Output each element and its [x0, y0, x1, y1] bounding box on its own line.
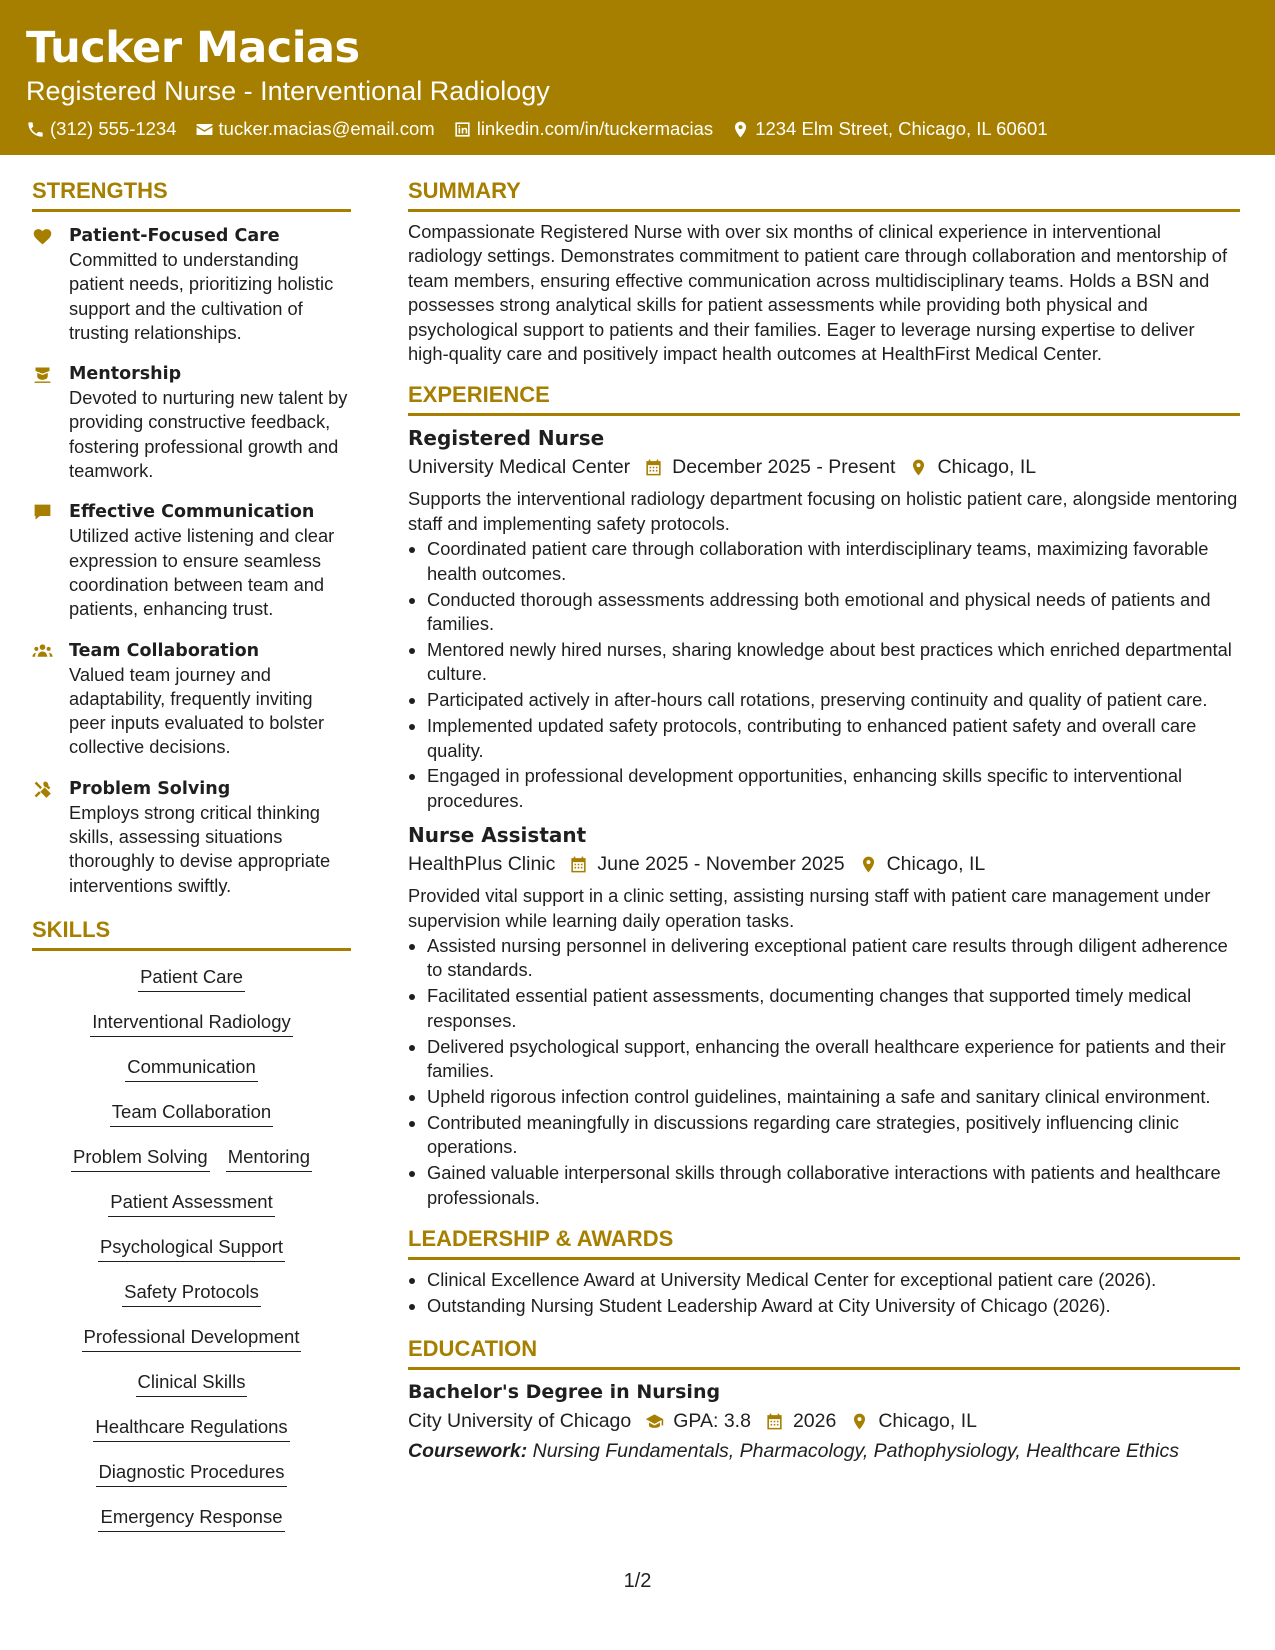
users-icon — [32, 641, 53, 662]
job-bullets — [408, 934, 1240, 1210]
skill-tag: Emergency Response — [98, 1505, 284, 1532]
location-pin-icon — [859, 855, 878, 874]
phone-text: (312) 555-1234 — [50, 118, 177, 139]
bullet-item: • Contributed meaningfully in discussions regarding care strategies, positively influencing clinic operations. — [427, 1111, 1240, 1160]
strengths-list — [32, 224, 351, 898]
bullet-item: • Conducted thorough assessments addressing both emotional and physical needs of patients and families. — [427, 588, 1240, 637]
job-dates: December 2025 - Present — [672, 456, 896, 479]
left-column — [32, 176, 351, 1550]
job-title: Registered Nurse — [408, 426, 605, 451]
job-meta — [408, 452, 1240, 482]
education-meta — [408, 1406, 1240, 1436]
skill-tag: Safety Protocols — [122, 1280, 261, 1307]
phone-icon — [26, 120, 45, 139]
strength-desc: Committed to understanding patient needs, prioritizing holistic support and the cultivation of trusting relationships. — [69, 249, 334, 343]
award-item: • Outstanding Nursing Student Leadership Award at City University of Chicago (2026). — [427, 1294, 1240, 1318]
job-entry — [408, 821, 1240, 1210]
job-company: HealthPlus Clinic — [408, 853, 556, 876]
degree-title: Bachelor's Degree in Nursing — [408, 1381, 721, 1404]
school-location: Chicago, IL — [878, 1410, 977, 1433]
leadership-heading: LEADERSHIP & AWARDS — [408, 1224, 1240, 1260]
bullet-item: • Participated actively in after-hours call rotations, preserving continuity and quality of patient care. — [427, 688, 1240, 712]
envelope-icon — [195, 120, 214, 139]
location-pin-icon — [731, 120, 750, 139]
skill-tag: Diagnostic Procedures — [96, 1460, 286, 1487]
strength-title: Patient-Focused Care — [69, 226, 280, 246]
job-location: Chicago, IL — [937, 456, 1037, 479]
skill-tag: Patient Care — [138, 965, 245, 992]
bullet-item: • Facilitated essential patient assessments, documenting changes that supported timely medical responses. — [427, 984, 1240, 1033]
contact-linkedin[interactable] — [453, 118, 713, 140]
job-meta — [408, 849, 1240, 879]
calendar-icon — [765, 1412, 784, 1431]
skill-tag: Interventional Radiology — [90, 1010, 293, 1037]
leadership-list — [408, 1268, 1240, 1318]
address-text: 1234 Elm Street, Chicago, IL 60601 — [755, 118, 1048, 139]
comment-icon — [32, 502, 53, 523]
skill-tag: Problem Solving — [71, 1145, 210, 1172]
resume-header — [0, 0, 1275, 155]
calendar-icon — [644, 458, 663, 477]
coursework-line — [408, 1436, 1240, 1466]
skill-tag: Professional Development — [82, 1325, 302, 1352]
job-title: Nurse Assistant — [408, 823, 587, 848]
strength-item — [32, 224, 351, 345]
strength-item — [32, 777, 351, 898]
page-number: 1/2 — [623, 1570, 652, 1592]
tools-icon — [32, 779, 53, 800]
location-pin-icon — [850, 1412, 869, 1431]
skill-tag: Patient Assessment — [108, 1190, 274, 1217]
calendar-icon — [569, 855, 588, 874]
graduation-year: 2026 — [792, 1410, 837, 1433]
contact-address — [731, 118, 1047, 140]
strength-title: Effective Communication — [69, 502, 315, 523]
award-item: • Clinical Excellence Award at University Medical Center for exceptional patient care (2026). — [427, 1268, 1240, 1292]
summary-text: Compassionate Registered Nurse with over six months of clinical experience in interventional radiology settings. Demonstrates commitment to patient care through collaboration and mentorship of team members, ensuring effective communication across multidisciplinary teams. Holds a BSN and possesses strong analytical skills for patient assessments while providing both physical and psychological support to patients and their families. Eager to leverage nursing expertise to deliver high-quality care and positively impact health outcomes at HealthFirst Medical Center. — [408, 221, 1228, 365]
linkedin-icon — [453, 120, 472, 139]
bullet-item: • Gained valuable interpersonal skills through collaborative interactions with patients and healthcare professionals. — [427, 1161, 1240, 1210]
strengths-heading: STRENGTHS — [32, 176, 351, 212]
job-entry — [408, 424, 1240, 813]
experience-heading: EXPERIENCE — [408, 380, 1240, 416]
strength-desc: Utilized active listening and clear expression to ensure seamless coordination between team and patients, enhancing trust. — [69, 525, 335, 620]
skill-tag: Communication — [125, 1055, 258, 1082]
education-heading: EDUCATION — [408, 1334, 1240, 1370]
strength-title: Team Collaboration — [69, 640, 260, 661]
skill-tag: Team Collaboration — [110, 1100, 273, 1127]
bullet-item: • Implemented updated safety protocols, contributing to enhanced patient safety and overall care quality. — [427, 714, 1240, 763]
strength-desc: Employs strong critical thinking skills, assessing situations thoroughly to devise appropriate interventions swiftly. — [69, 801, 331, 896]
job-description: Provided vital support in a clinic setting, assisting nursing staff with patient care management under supervision while learning daily operation tasks. — [408, 885, 1211, 931]
bullet-item: • Upheld rigorous infection control guidelines, maintaining a safe and sanitary clinical environment. — [427, 1085, 1240, 1109]
strength-title: Problem Solving — [69, 778, 231, 799]
bullet-item: • Assisted nursing personnel in delivering exceptional patient care results through diligent adherence to standards. — [427, 934, 1240, 983]
contact-email[interactable] — [195, 118, 435, 140]
job-company: University Medical Center — [408, 456, 631, 479]
location-pin-icon — [909, 458, 928, 477]
strength-desc: Devoted to nurturing new talent by providing constructive feedback, fostering professional growth and teamwork. — [69, 387, 348, 482]
strength-item — [32, 639, 351, 760]
job-description: Supports the interventional radiology department focusing on holistic patient care, alongside mentoring staff and implementing safety protocols. — [408, 488, 1238, 534]
skill-tag: Mentoring — [226, 1145, 312, 1172]
skill-tag: Psychological Support — [98, 1235, 285, 1262]
gpa-text: GPA: 3.8 — [673, 1410, 751, 1433]
bullet-item: • Engaged in professional development opportunities, enhancing skills specific to interventional procedures. — [427, 764, 1240, 813]
coursework-list: Nursing Fundamentals, Pharmacology, Pathophysiology, Healthcare Ethics — [532, 1440, 1179, 1463]
email-text: tucker.macias@email.com — [218, 118, 435, 139]
coursework-label: Coursework: — [408, 1440, 528, 1463]
graduation-cap-icon — [645, 1412, 664, 1431]
skill-tag: Healthcare Regulations — [93, 1415, 289, 1442]
candidate-name: Tucker Macias — [26, 23, 360, 73]
graduation-cap-icon — [32, 364, 53, 385]
school-name: City University of Chicago — [408, 1410, 632, 1433]
job-bullets — [408, 537, 1240, 813]
right-column — [408, 176, 1240, 1466]
job-location: Chicago, IL — [886, 853, 986, 876]
strength-title: Mentorship — [69, 364, 182, 385]
job-dates: June 2025 - November 2025 — [597, 853, 845, 876]
linkedin-text: linkedin.com/in/tuckermacias — [476, 118, 714, 139]
skill-tag: Clinical Skills — [136, 1370, 248, 1397]
candidate-role: Registered Nurse - Interventional Radiology — [26, 76, 550, 106]
heart-icon — [32, 226, 53, 247]
bullet-item: • Delivered psychological support, enhancing the overall healthcare experience for patients and their families. — [427, 1035, 1240, 1084]
summary-heading: SUMMARY — [408, 176, 1240, 212]
contact-bar — [26, 118, 1275, 140]
bullet-item: • Coordinated patient care through collaboration with interdisciplinary teams, maximizing favorable health outcomes. — [427, 537, 1240, 586]
strength-desc: Valued team journey and adaptability, frequently inviting peer inputs evaluated to bolster collective decisions. — [69, 663, 325, 758]
skills-list — [32, 965, 351, 1532]
strength-item — [32, 500, 351, 621]
contact-phone[interactable] — [26, 118, 177, 140]
bullet-item: • Mentored newly hired nurses, sharing knowledge about best practices which enriched departmental culture. — [427, 638, 1240, 687]
skills-heading: SKILLS — [32, 915, 351, 951]
strength-item — [32, 362, 351, 483]
